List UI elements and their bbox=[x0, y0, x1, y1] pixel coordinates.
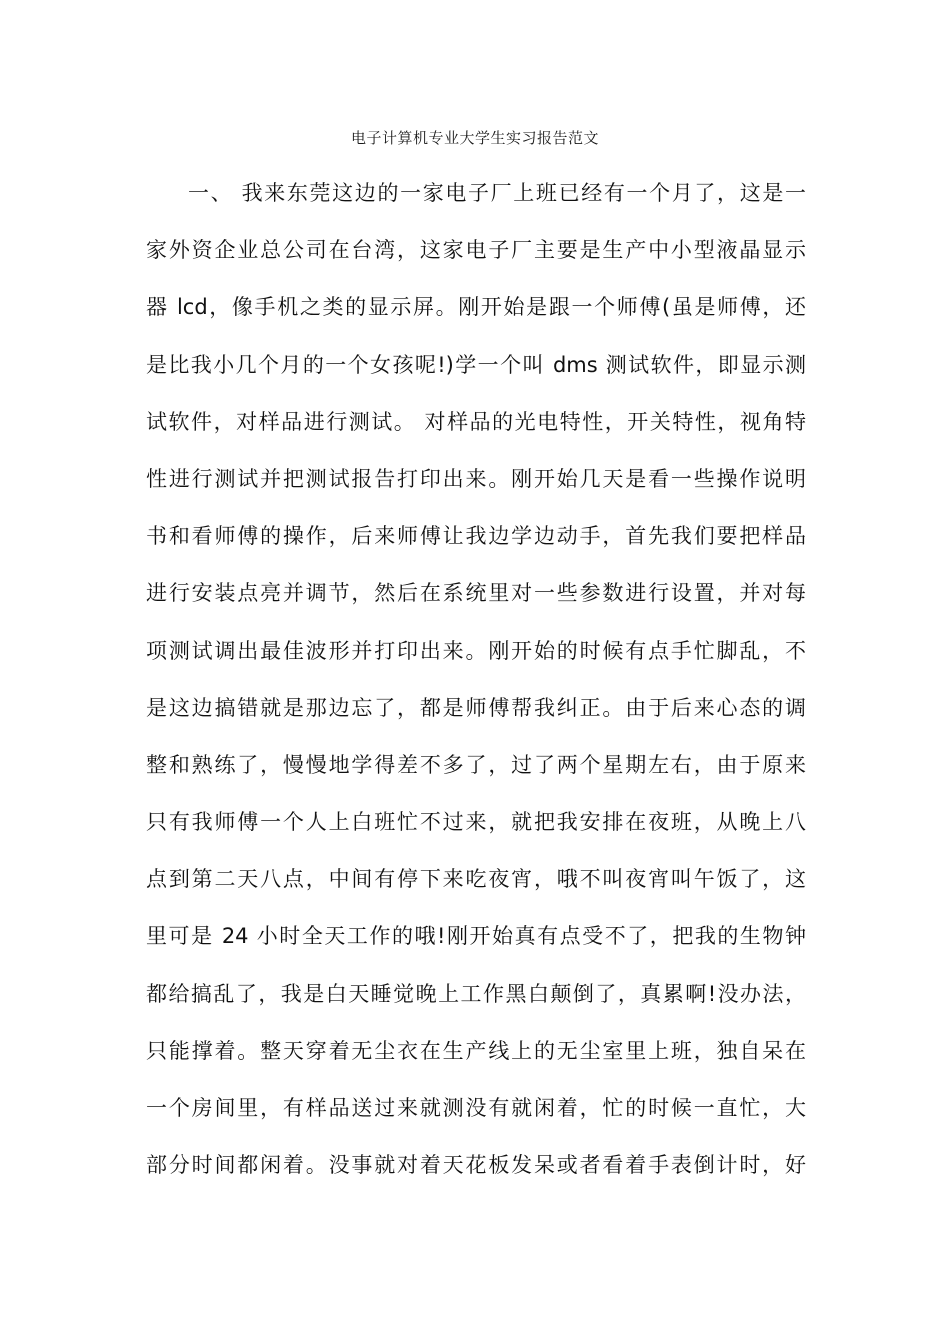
paragraph-line: 进行安装点亮并调节，然后在系统里对一些参数进行设置，并对每 bbox=[146, 581, 806, 606]
paragraph-line: 书和看师傅的操作，后来师傅让我边学边动手，首先我们要把样品 bbox=[146, 524, 806, 549]
paragraph-line: 部分时间都闲着。没事就对着天花板发呆或者看着手表倒计时，好 bbox=[146, 1153, 806, 1178]
paragraph-line: 里可是 24 小时全天工作的哦!刚开始真有点受不了，把我的生物钟 bbox=[146, 924, 806, 949]
paragraph-line: 试软件，对样品进行测试。 对样品的光电特性，开关特性，视角特 bbox=[146, 409, 806, 434]
paragraph-line: 家外资企业总公司在台湾，这家电子厂主要是生产中小型液晶显示 bbox=[146, 238, 806, 263]
paragraph-line: 性进行测试并把测试报告打印出来。刚开始几天是看一些操作说明 bbox=[146, 466, 806, 491]
paragraph-line: 点到第二天八点，中间有停下来吃夜宵，哦不叫夜宵叫午饭了，这 bbox=[146, 867, 806, 892]
paragraph-line: 器 lcd，像手机之类的显示屏。刚开始是跟一个师傅(虽是师傅，还 bbox=[146, 295, 806, 320]
paragraph-line: 整和熟练了，慢慢地学得差不多了，过了两个星期左右，由于原来 bbox=[146, 752, 806, 777]
document-title: 电子计算机专业大学生实习报告范文 bbox=[350, 129, 599, 147]
document-body bbox=[146, 165, 806, 1194]
paragraph-line: 只能撑着。整天穿着无尘衣在生产线上的无尘室里上班，独自呆在 bbox=[146, 1038, 806, 1063]
paragraph-line: 项测试调出最佳波形并打印出来。刚开始的时候有点手忙脚乱，不 bbox=[146, 638, 806, 663]
paragraph-line: 是这边搞错就是那边忘了，都是师傅帮我纠正。由于后来心态的调 bbox=[146, 695, 806, 720]
paragraph-line: 一、 我来东莞这边的一家电子厂上班已经有一个月了，这是一 bbox=[188, 181, 806, 205]
paragraph-line: 是比我小几个月的一个女孩呢!)学一个叫 dms 测试软件，即显示测 bbox=[146, 352, 806, 377]
paragraph-line: 一个房间里，有样品送过来就测没有就闲着，忙的时候一直忙，大 bbox=[146, 1096, 806, 1120]
paragraph-line: 都给搞乱了，我是白天睡觉晚上工作黑白颠倒了，真累啊!没办法， bbox=[146, 981, 806, 1006]
paragraph-line: 只有我师傅一个人上白班忙不过来，就把我安排在夜班，从晚上八 bbox=[146, 810, 806, 835]
